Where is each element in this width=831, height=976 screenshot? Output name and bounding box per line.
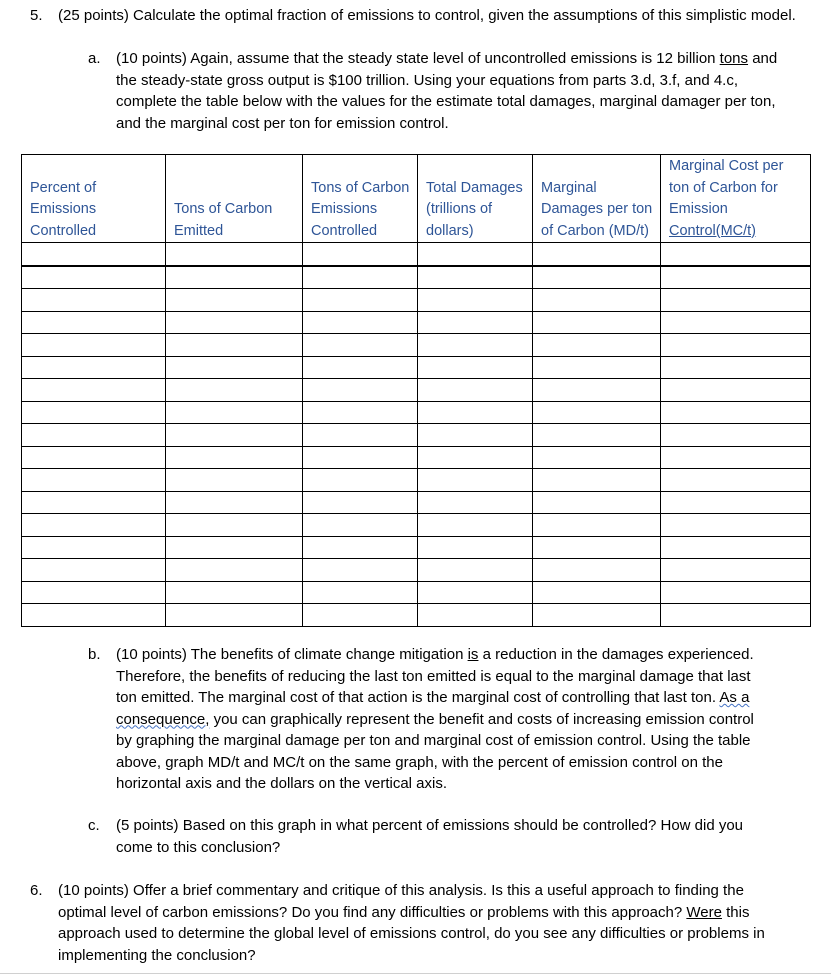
table-cell[interactable] bbox=[533, 559, 661, 582]
table-cell[interactable] bbox=[418, 424, 533, 447]
table-cell[interactable] bbox=[533, 356, 661, 379]
table-row bbox=[22, 536, 811, 559]
table-cell[interactable] bbox=[166, 356, 303, 379]
table-cell[interactable] bbox=[22, 356, 166, 379]
table-cell[interactable] bbox=[533, 243, 661, 266]
table-cell[interactable] bbox=[166, 536, 303, 559]
table-cell[interactable] bbox=[418, 491, 533, 514]
table-cell[interactable] bbox=[661, 311, 811, 334]
table-row bbox=[22, 356, 811, 379]
table-cell[interactable] bbox=[418, 469, 533, 492]
table-row bbox=[22, 559, 811, 582]
table-row bbox=[22, 469, 811, 492]
col-header-total-damages: Total Damages (trillions of dollars) bbox=[418, 155, 533, 243]
table-cell[interactable] bbox=[166, 311, 303, 334]
question-6-number: 6. bbox=[30, 882, 43, 899]
col-header-marginal-cost-text: Marginal Cost per ton of Carbon for Emission bbox=[669, 158, 784, 217]
table-cell[interactable] bbox=[533, 379, 661, 402]
question-6-text-1: (10 points) Offer a brief commentary and critique of this analysis. Is this a useful approach to finding the optimal level of carbon emissions? Do you find any difficulties or problems with this approach? bbox=[58, 882, 744, 921]
col-header-marginal-cost bbox=[661, 155, 811, 243]
table-cell[interactable] bbox=[166, 379, 303, 402]
table-row bbox=[22, 491, 811, 514]
table-cell[interactable] bbox=[303, 469, 418, 492]
col-header-percent-controlled: Percent of Emissions Controlled bbox=[22, 155, 166, 243]
table-cell[interactable] bbox=[22, 536, 166, 559]
table-cell[interactable] bbox=[303, 446, 418, 469]
table-cell[interactable] bbox=[533, 514, 661, 537]
table-cell[interactable] bbox=[418, 581, 533, 604]
table-cell[interactable] bbox=[533, 334, 661, 357]
table-cell[interactable] bbox=[303, 491, 418, 514]
table-cell[interactable] bbox=[22, 514, 166, 537]
were-word: Were bbox=[686, 903, 722, 921]
table-cell[interactable] bbox=[166, 604, 303, 627]
part-b-letter: b. bbox=[88, 646, 101, 663]
table-cell[interactable] bbox=[166, 243, 303, 266]
table-cell[interactable] bbox=[661, 581, 811, 604]
table-cell[interactable] bbox=[418, 379, 533, 402]
table-row bbox=[22, 424, 811, 447]
table-cell[interactable] bbox=[533, 446, 661, 469]
table-cell[interactable] bbox=[533, 581, 661, 604]
table-cell[interactable] bbox=[303, 379, 418, 402]
table-cell[interactable] bbox=[303, 581, 418, 604]
col-header-tons-controlled: Tons of Carbon Emissions Controlled bbox=[303, 155, 418, 243]
table-cell[interactable] bbox=[418, 401, 533, 424]
table-cell[interactable] bbox=[661, 536, 811, 559]
table-cell[interactable] bbox=[166, 446, 303, 469]
table-cell[interactable] bbox=[22, 266, 166, 289]
table-cell[interactable] bbox=[166, 491, 303, 514]
table-cell[interactable] bbox=[533, 491, 661, 514]
table-cell[interactable] bbox=[418, 514, 533, 537]
table-cell[interactable] bbox=[166, 424, 303, 447]
table-cell[interactable] bbox=[661, 446, 811, 469]
table-row bbox=[22, 266, 811, 289]
table-cell[interactable] bbox=[661, 604, 811, 627]
table-cell[interactable] bbox=[22, 243, 166, 266]
table-cell[interactable] bbox=[418, 334, 533, 357]
table-row bbox=[22, 289, 811, 312]
part-c-letter: c. bbox=[88, 817, 100, 834]
table-cell[interactable] bbox=[533, 401, 661, 424]
part-b-text bbox=[116, 644, 756, 795]
table-row bbox=[22, 311, 811, 334]
table-cell[interactable] bbox=[303, 514, 418, 537]
table-header-row bbox=[22, 155, 811, 243]
table-cell[interactable] bbox=[661, 401, 811, 424]
table-cell[interactable] bbox=[303, 311, 418, 334]
table-cell[interactable] bbox=[661, 424, 811, 447]
table-cell[interactable] bbox=[22, 424, 166, 447]
table-cell[interactable] bbox=[418, 356, 533, 379]
table-cell[interactable] bbox=[533, 311, 661, 334]
part-a-text-1: (10 points) Again, assume that the steady state level of uncontrolled emissions is 12 billion bbox=[116, 50, 720, 67]
table-cell[interactable] bbox=[303, 356, 418, 379]
table-cell[interactable] bbox=[661, 289, 811, 312]
table-row bbox=[22, 581, 811, 604]
table-cell[interactable] bbox=[303, 266, 418, 289]
col-header-tons-emitted: Tons of Carbon Emitted bbox=[166, 155, 303, 243]
part-b-text-2: a reduction in the damages experienced. Therefore, the benefits of reducing the last ton emitted is equal to the marginal damage that last ton emitted. The marginal cost of that action is the marginal cost of controlling that last ton. bbox=[116, 646, 754, 706]
table-cell[interactable] bbox=[533, 424, 661, 447]
table-body bbox=[22, 243, 811, 627]
table-cell[interactable] bbox=[418, 243, 533, 266]
table-cell[interactable] bbox=[418, 266, 533, 289]
table-row bbox=[22, 243, 811, 266]
col-header-marginal-damages: Marginal Damages per ton of Carbon (MD/t) bbox=[533, 155, 661, 243]
table-cell[interactable] bbox=[418, 536, 533, 559]
table-cell[interactable] bbox=[418, 446, 533, 469]
table-cell[interactable] bbox=[22, 401, 166, 424]
question-6-text bbox=[58, 880, 778, 966]
table-cell[interactable] bbox=[661, 491, 811, 514]
table-row bbox=[22, 401, 811, 424]
table-row bbox=[22, 514, 811, 537]
table-cell[interactable] bbox=[22, 604, 166, 627]
table-cell[interactable] bbox=[22, 491, 166, 514]
table-cell[interactable] bbox=[661, 469, 811, 492]
table-cell[interactable] bbox=[661, 514, 811, 537]
table-cell[interactable] bbox=[22, 311, 166, 334]
table-cell[interactable] bbox=[22, 379, 166, 402]
table-cell[interactable] bbox=[22, 469, 166, 492]
table-cell[interactable] bbox=[303, 334, 418, 357]
table-cell[interactable] bbox=[22, 559, 166, 582]
table-cell[interactable] bbox=[166, 289, 303, 312]
table-cell[interactable] bbox=[22, 289, 166, 312]
part-a-text-2: and the steady-state gross output is $100 trillion. Using your equations from parts 3.d, 3.f, and 4.c, complete the table below with the values for the estimate total damages, marginal damager per ton, and the marginal cost per ton for emission control. bbox=[116, 50, 778, 132]
table-cell[interactable] bbox=[166, 334, 303, 357]
table-cell[interactable] bbox=[166, 401, 303, 424]
table-cell[interactable] bbox=[22, 334, 166, 357]
table-cell[interactable] bbox=[303, 243, 418, 266]
table-cell[interactable] bbox=[303, 536, 418, 559]
table-cell[interactable] bbox=[661, 266, 811, 289]
table-cell[interactable] bbox=[166, 581, 303, 604]
question-5-text: (25 points) Calculate the optimal fraction of emissions to control, given the assumptions of this simplistic model. bbox=[58, 7, 796, 24]
table-cell[interactable] bbox=[22, 446, 166, 469]
question-5-number: 5. bbox=[30, 7, 43, 24]
control-link[interactable]: Control(MC/t) bbox=[669, 222, 757, 239]
is-word: is bbox=[467, 646, 479, 663]
part-a-letter: a. bbox=[88, 50, 101, 67]
table-cell[interactable] bbox=[418, 559, 533, 582]
table-cell[interactable] bbox=[303, 559, 418, 582]
table-cell[interactable] bbox=[303, 289, 418, 312]
consequence-phrase: As a consequence, bbox=[116, 689, 750, 728]
part-a-text bbox=[116, 48, 796, 134]
table-cell[interactable] bbox=[303, 401, 418, 424]
table-cell[interactable] bbox=[661, 559, 811, 582]
table-cell[interactable] bbox=[22, 581, 166, 604]
table-cell[interactable] bbox=[166, 514, 303, 537]
table-cell[interactable] bbox=[418, 604, 533, 627]
emissions-table bbox=[21, 154, 811, 627]
part-c-text: (5 points) Based on this graph in what percent of emissions should be controlled? How did you come to this conclusion? bbox=[116, 817, 744, 856]
table-cell[interactable] bbox=[166, 266, 303, 289]
tons-word: tons bbox=[719, 50, 749, 67]
table-cell[interactable] bbox=[303, 604, 418, 627]
table-row bbox=[22, 334, 811, 357]
question-6-text-2: this approach used to determine the global level of emissions control, do you see any difficulties or problems in implementing the conclusion? bbox=[58, 903, 765, 964]
table-cell[interactable] bbox=[661, 379, 811, 402]
table-cell[interactable] bbox=[166, 559, 303, 582]
table-cell[interactable] bbox=[661, 243, 811, 266]
page-bottom-rule bbox=[0, 973, 831, 974]
table-cell[interactable] bbox=[533, 536, 661, 559]
table-cell[interactable] bbox=[533, 469, 661, 492]
table-cell[interactable] bbox=[418, 311, 533, 334]
part-b-text-3: you can graphically represent the benefit and costs of increasing emission control by graphing the marginal damage per ton and marginal cost of emission control. Using the table above, graph MD/t and MC/t on the same graph, with the percent of emission control on the horizontal axis and the dollars on the vertical axis. bbox=[116, 710, 754, 792]
table-cell[interactable] bbox=[303, 424, 418, 447]
table-cell[interactable] bbox=[418, 289, 533, 312]
table-cell[interactable] bbox=[166, 469, 303, 492]
table-row bbox=[22, 379, 811, 402]
table-cell[interactable] bbox=[661, 334, 811, 357]
table-cell[interactable] bbox=[533, 289, 661, 312]
table-cell[interactable] bbox=[533, 604, 661, 627]
table-cell[interactable] bbox=[533, 266, 661, 289]
part-b-text-1: (10 points) The benefits of climate change mitigation bbox=[116, 646, 468, 663]
table-row bbox=[22, 604, 811, 627]
table-row bbox=[22, 446, 811, 469]
table-cell[interactable] bbox=[661, 356, 811, 379]
